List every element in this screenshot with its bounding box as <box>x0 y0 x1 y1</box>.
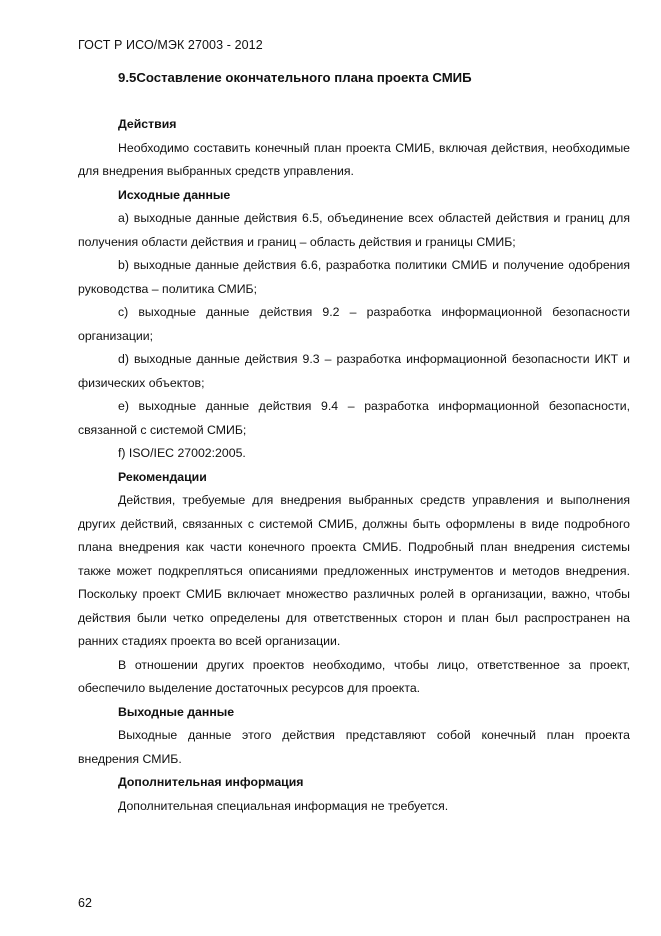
running-header: ГОСТ Р ИСО/МЭК 27003 - 2012 <box>78 38 263 52</box>
subheading-input: Исходные данные <box>118 187 231 202</box>
paragraph-actions: Необходимо составить конечный план проекта СМИБ, включая действия, необходимые для внедрения выбранных средств управления. <box>78 140 630 178</box>
paragraph-output: Выходные данные этого действия представляют собой конечный план проекта внедрения СМИБ. <box>78 728 630 766</box>
paragraph-additional-info: Дополнительная специальная информация не требуется. <box>118 798 449 813</box>
list-item-input-b: b) выходные данные действия 6.6, разработка политики СМИБ и получение одобрения руководства – политика СМИБ; <box>78 258 630 296</box>
paragraph-recommendations-1: Действия, требуемые для внедрения выбранных средств управления и выполнения других действий, связанных с системой СМИБ, должны быть оформлены в виде подробного плана внедрения как части конечного проекта СМИБ. Подробный план внедрения системы также может подкрепляться описаниями предложенных инструментов и методов внедрения. Поскольку проект СМИБ включает множество различных ролей в организации, важно, чтобы действия были четко определены для ответственных сторон и план был распространен на ранних стадиях проекта во всей организации. <box>78 493 630 648</box>
paragraph-recommendations-2: В отношении других проектов необходимо, чтобы лицо, ответственное за проект, обеспечило выделение достаточных ресурсов для проекта. <box>78 657 630 695</box>
subheading-output: Выходные данные <box>118 704 235 719</box>
list-item-input-d: d) выходные данные действия 9.3 – разработка информационной безопасности ИКТ и физических объектов; <box>78 352 630 390</box>
list-item-input-f: f) ISO/IEC 27002:2005. <box>118 446 246 460</box>
page-number: 62 <box>78 896 92 910</box>
subheading-additional-info: Дополнительная информация <box>118 775 304 789</box>
subheading-actions: Действия <box>118 117 177 131</box>
section-body <box>78 113 630 818</box>
section-title: 9.5Составление окончательного плана проекта СМИБ <box>118 70 472 85</box>
list-item-input-a: a) выходные данные действия 6.5, объединение всех областей действия и границ для получения области действия и границ – область действия и границы СМИБ; <box>78 211 630 249</box>
list-item-input-e: e) выходные данные действия 9.4 – разработка информационной безопасности, связанной с системой СМИБ; <box>78 399 630 437</box>
list-item-input-c: c) выходные данные действия 9.2 – разработка информационной безопасности организации; <box>78 305 630 343</box>
subheading-recommendations: Рекомендации <box>118 469 207 484</box>
